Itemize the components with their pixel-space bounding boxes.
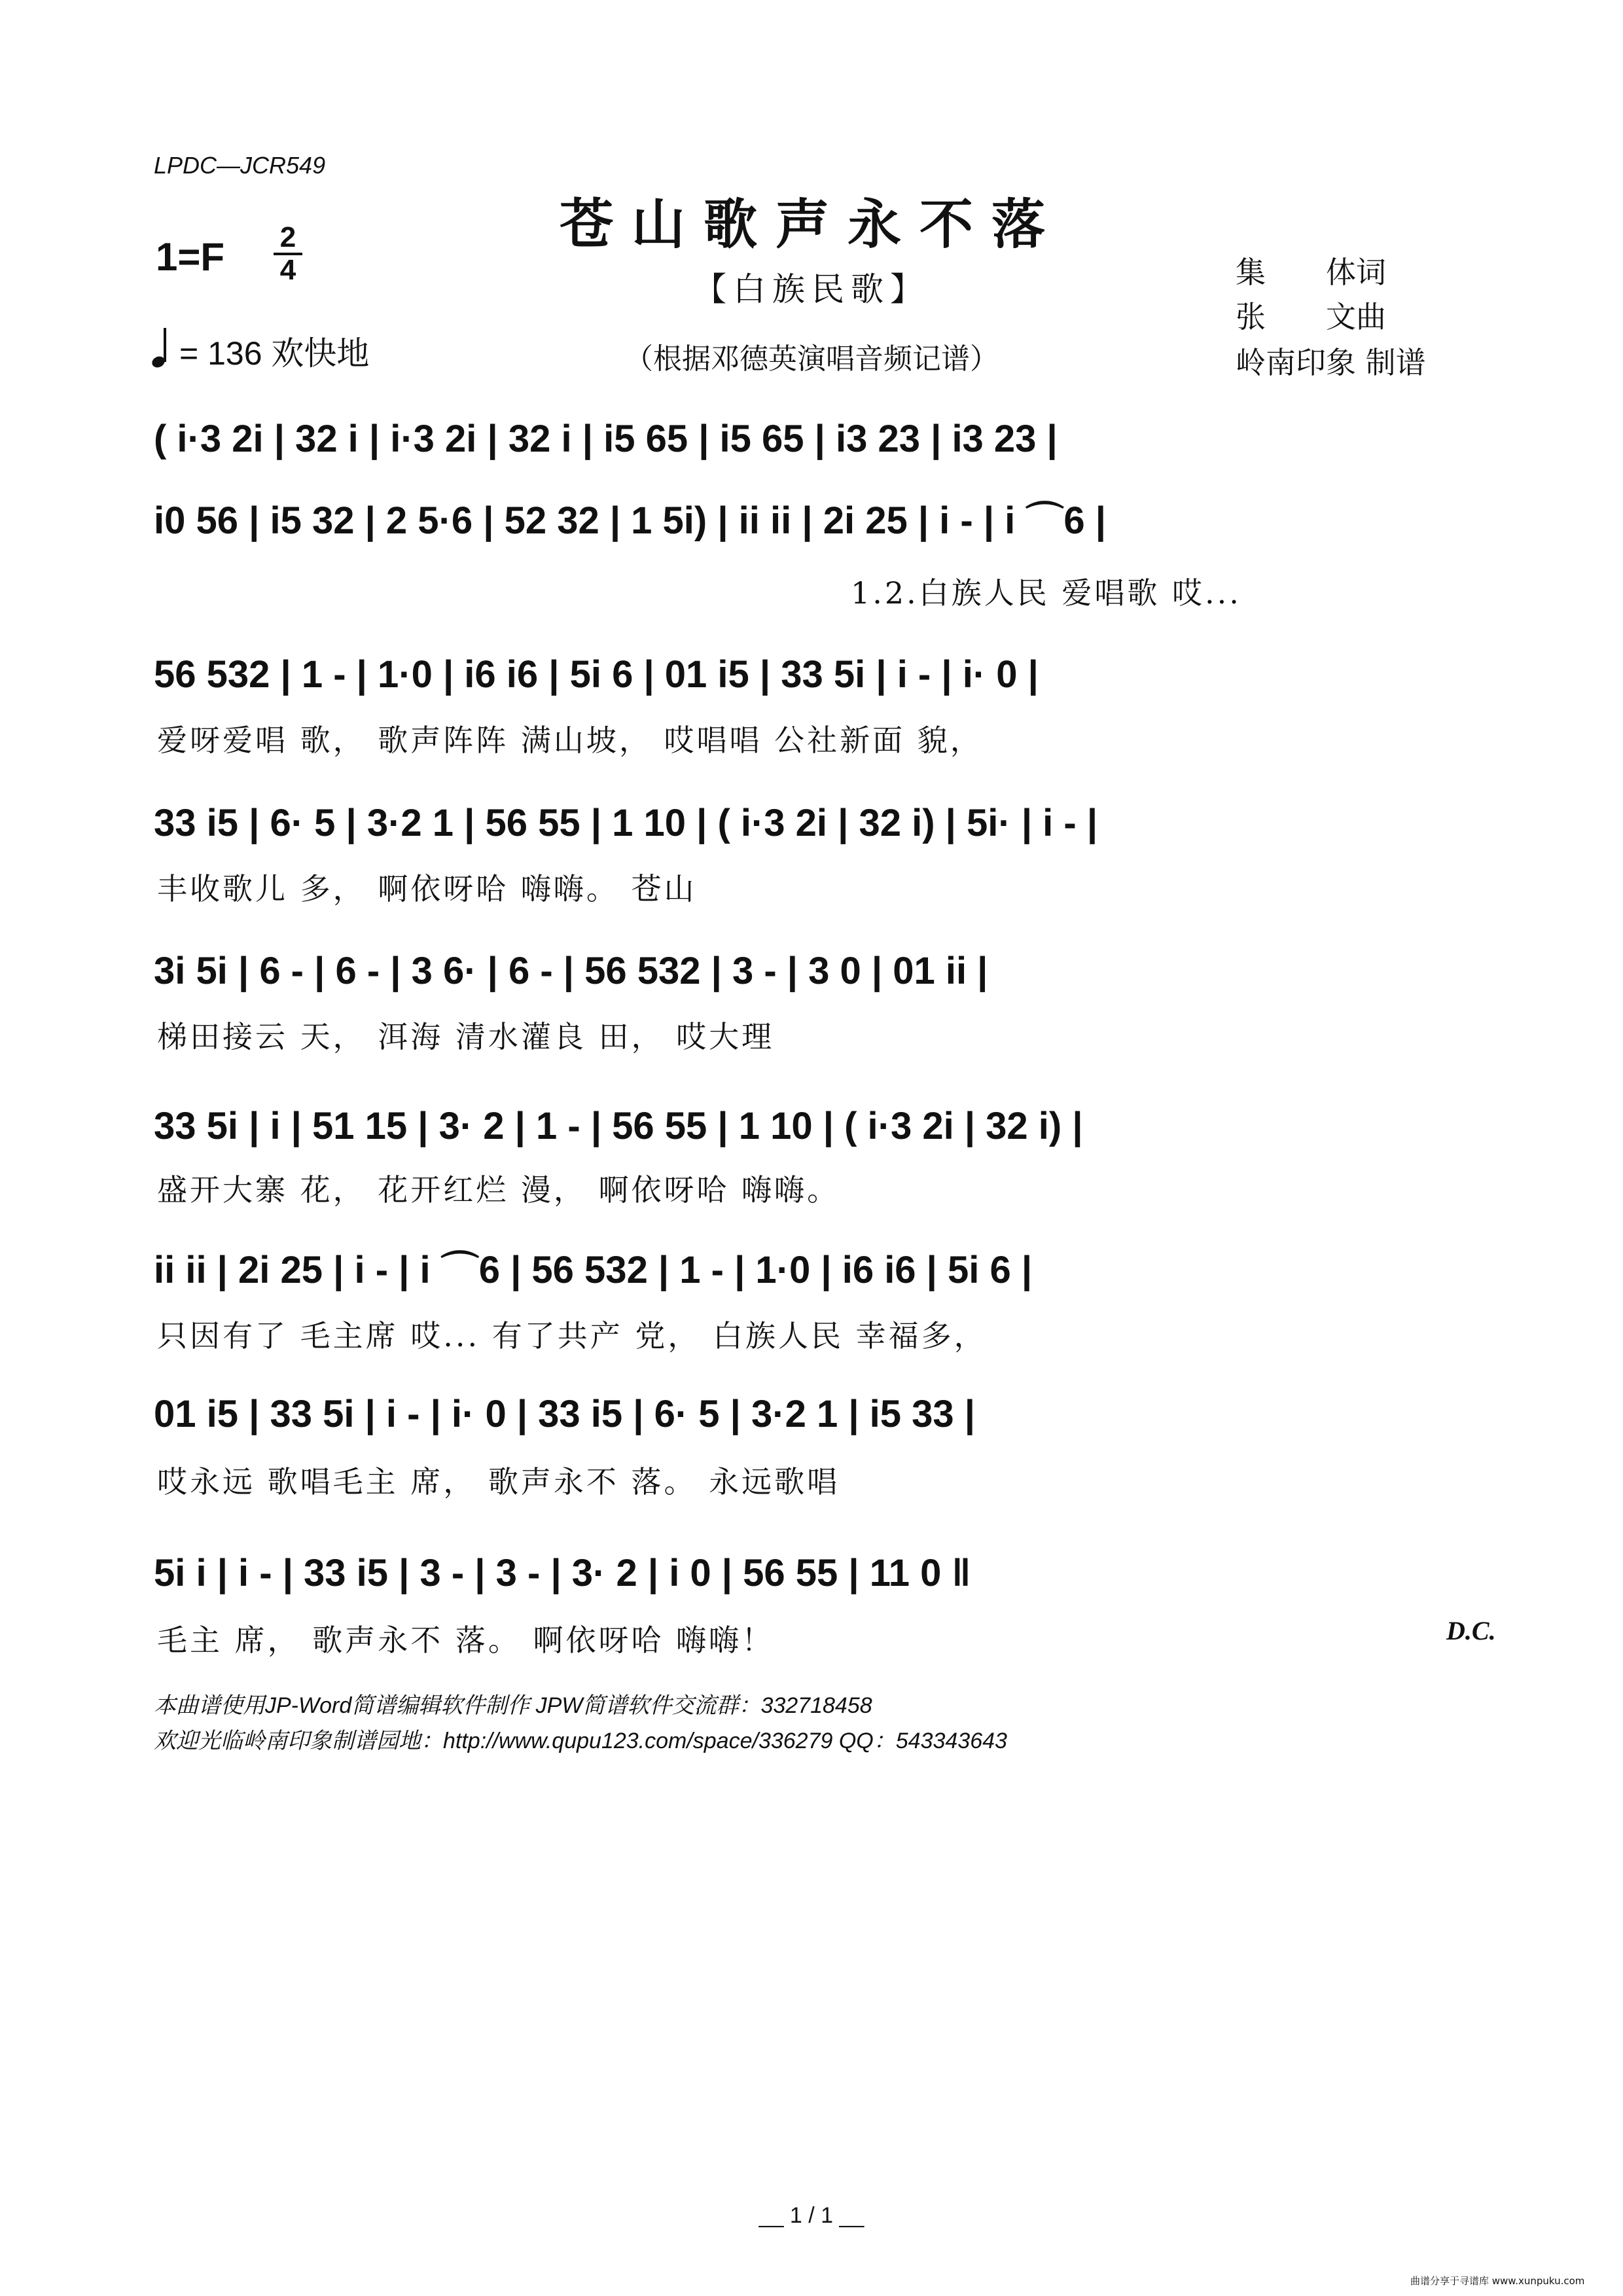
row-notes: 56 532 | 1 - | 1·0 | i6 i6 | 5i 6 | 01 i5 | 33 5i | i - | i· 0 | bbox=[154, 653, 1039, 696]
score-row-1 bbox=[154, 416, 1482, 494]
footer-software-note: 本曲谱使用JP-Word简谱编辑软件制作 JPW简谱软件交流群：332718458 bbox=[154, 1693, 872, 1718]
credit-lyricist: 集 体词 bbox=[1236, 255, 1386, 290]
song-genre: 【白族民歌】 bbox=[694, 270, 929, 308]
row-notes: 33 5i | i | 51 15 | 3· 2 | 1 - | 56 55 | 1 10 | ( i·3 2i | 32 i) | bbox=[154, 1105, 1083, 1147]
tempo-text: = 136 欢快地 bbox=[179, 335, 370, 372]
row-lyrics-8: 哎永远 歌唱毛主 席， 歌声永不 落。 永远歌唱 bbox=[157, 1464, 840, 1499]
page-number: __ 1 / 1 __ bbox=[758, 2203, 865, 2228]
time-signature-top: 2 bbox=[279, 221, 296, 253]
time-signature bbox=[274, 221, 302, 286]
score-row-8 bbox=[154, 1391, 1482, 1469]
row-lyrics-6: 盛开大寨 花， 花开红烂 漫， 啊依呀哈 嗨嗨。 bbox=[157, 1172, 840, 1208]
da-capo-mark: D.C. bbox=[1446, 1616, 1496, 1645]
row-lyrics-9: 毛主 席， 歌声永不 落。 啊依呀哈 嗨嗨！ bbox=[157, 1623, 775, 1658]
footer-website-note: 欢迎光临岭南印象制谱园地：http://www.qupu123.com/space/336279 QQ：543343643 bbox=[154, 1729, 1007, 1753]
row-lyrics-5: 梯田接云 天， 洱海 清水灌良 田， 哎大理 bbox=[157, 1019, 775, 1054]
song-title: 苍山歌声永不落 bbox=[559, 193, 1063, 256]
row-notes: 5i i | i - | 33 i5 | 3 - | 3 - | 3· 2 | i 0 | 56 55 | 11 0 ‖ bbox=[154, 1552, 971, 1594]
score-row-2 bbox=[154, 497, 1482, 576]
transcription-note: （根据邓德英演唱音频记谱） bbox=[624, 342, 999, 376]
watermark: 曲谱分享于寻谱库 www.xunpuku.com bbox=[1410, 2275, 1585, 2287]
row-notes: ( i·3 2i | 32 i | i·3 2i | 32 i | i5 65 | i5 65 | i3 23 | i3 23 | bbox=[154, 418, 1058, 460]
row-lyrics-7: 只因有了 毛主席 哎... 有了共产 党， 白族人民 幸福多， bbox=[157, 1318, 987, 1354]
row-notes: 01 i5 | 33 5i | i - | i· 0 | 33 i5 | 6· 5 | 3·2 1 | i5 33 | bbox=[154, 1393, 976, 1435]
key-signature: 1=F bbox=[156, 235, 225, 279]
credit-composer: 张 文曲 bbox=[1236, 299, 1386, 334]
row-notes: i0 56 | i5 32 | 2 5·6 | 52 32 | 1 5i) | ii ii | 2i 25 | i - | i ⌒6 | bbox=[154, 499, 1106, 542]
row-notes: 3i 5i | 6 - | 6 - | 3 6· | 6 - | 56 532 | 3 - | 3 0 | 01 ii | bbox=[154, 950, 988, 992]
row-lyrics-4: 丰收歌儿 多， 啊依呀哈 嗨嗨。 苍山 bbox=[157, 871, 697, 906]
row-lyrics-2: 1.2.白族人民 爱唱歌 哎... bbox=[851, 575, 1241, 611]
time-signature-bottom: 4 bbox=[279, 254, 296, 286]
row-notes: 33 i5 | 6· 5 | 3·2 1 | 56 55 | 1 10 | ( i·3 2i | 32 i) | 5i· | i - | bbox=[154, 802, 1098, 844]
credit-transcriber: 岭南印象 制谱 bbox=[1236, 345, 1426, 380]
tempo-marking bbox=[152, 327, 369, 374]
score-code: LPDC—JCR549 bbox=[154, 152, 326, 179]
row-lyrics-3: 爱呀爱唱 歌， 歌声阵阵 满山坡， 哎唱唱 公社新面 貌， bbox=[157, 723, 983, 758]
row-notes: ii ii | 2i 25 | i - | i ⌒6 | 56 532 | 1 - | 1·0 | i6 i6 | 5i 6 | bbox=[154, 1249, 1033, 1291]
